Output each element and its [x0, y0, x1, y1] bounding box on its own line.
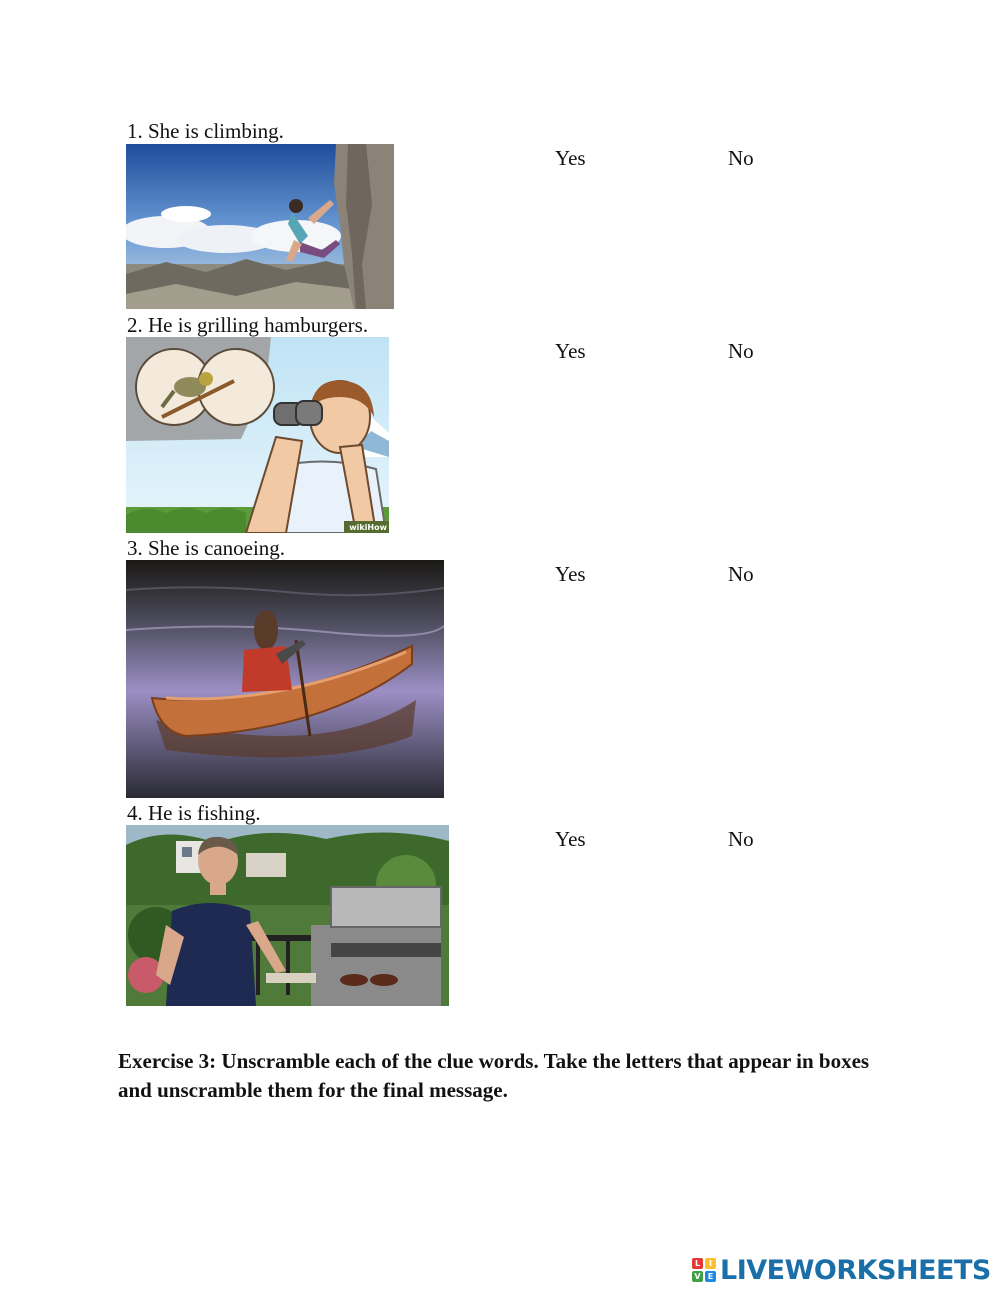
question-3-text: 3. She is canoeing.	[127, 536, 286, 560]
question-4-yes-option[interactable]: Yes	[555, 827, 586, 851]
mark-tile-l: L	[692, 1258, 703, 1269]
question-3-yes-option[interactable]: Yes	[555, 562, 586, 586]
question-3-no-option[interactable]: No	[728, 562, 754, 586]
wikihow-watermark: wikiHow	[349, 523, 387, 532]
liveworksheets-logo[interactable]	[692, 1254, 991, 1286]
exercise-3-instructions: Exercise 3: Unscramble each of the clue words. Take the letters that appear in boxes and unscramble them for the final message.	[118, 1049, 870, 1102]
man-grilling-burgers-image	[126, 825, 449, 1006]
question-2-yes-option[interactable]: Yes	[555, 339, 586, 363]
liveworksheets-mark-icon	[692, 1258, 716, 1282]
woman-canoe-lake-image	[126, 560, 444, 798]
birdwatching-binoculars-image	[126, 337, 389, 533]
question-4-no-option[interactable]: No	[728, 827, 754, 851]
question-1-yes-option[interactable]: Yes	[555, 146, 586, 170]
question-2-no-option[interactable]: No	[728, 339, 754, 363]
liveworksheets-brand-text: LIVEWORKSHEETS	[720, 1254, 991, 1286]
question-1-no-option[interactable]: No	[728, 146, 754, 170]
rock-climber-image	[126, 144, 394, 309]
question-2-text: 2. He is grilling hamburgers.	[127, 313, 369, 337]
mark-tile-e: E	[705, 1271, 716, 1282]
question-1-text: 1. She is climbing.	[127, 119, 284, 143]
mark-tile-v: V	[692, 1271, 703, 1282]
question-4-text: 4. He is fishing.	[127, 801, 261, 825]
mark-tile-i: I	[705, 1258, 716, 1269]
